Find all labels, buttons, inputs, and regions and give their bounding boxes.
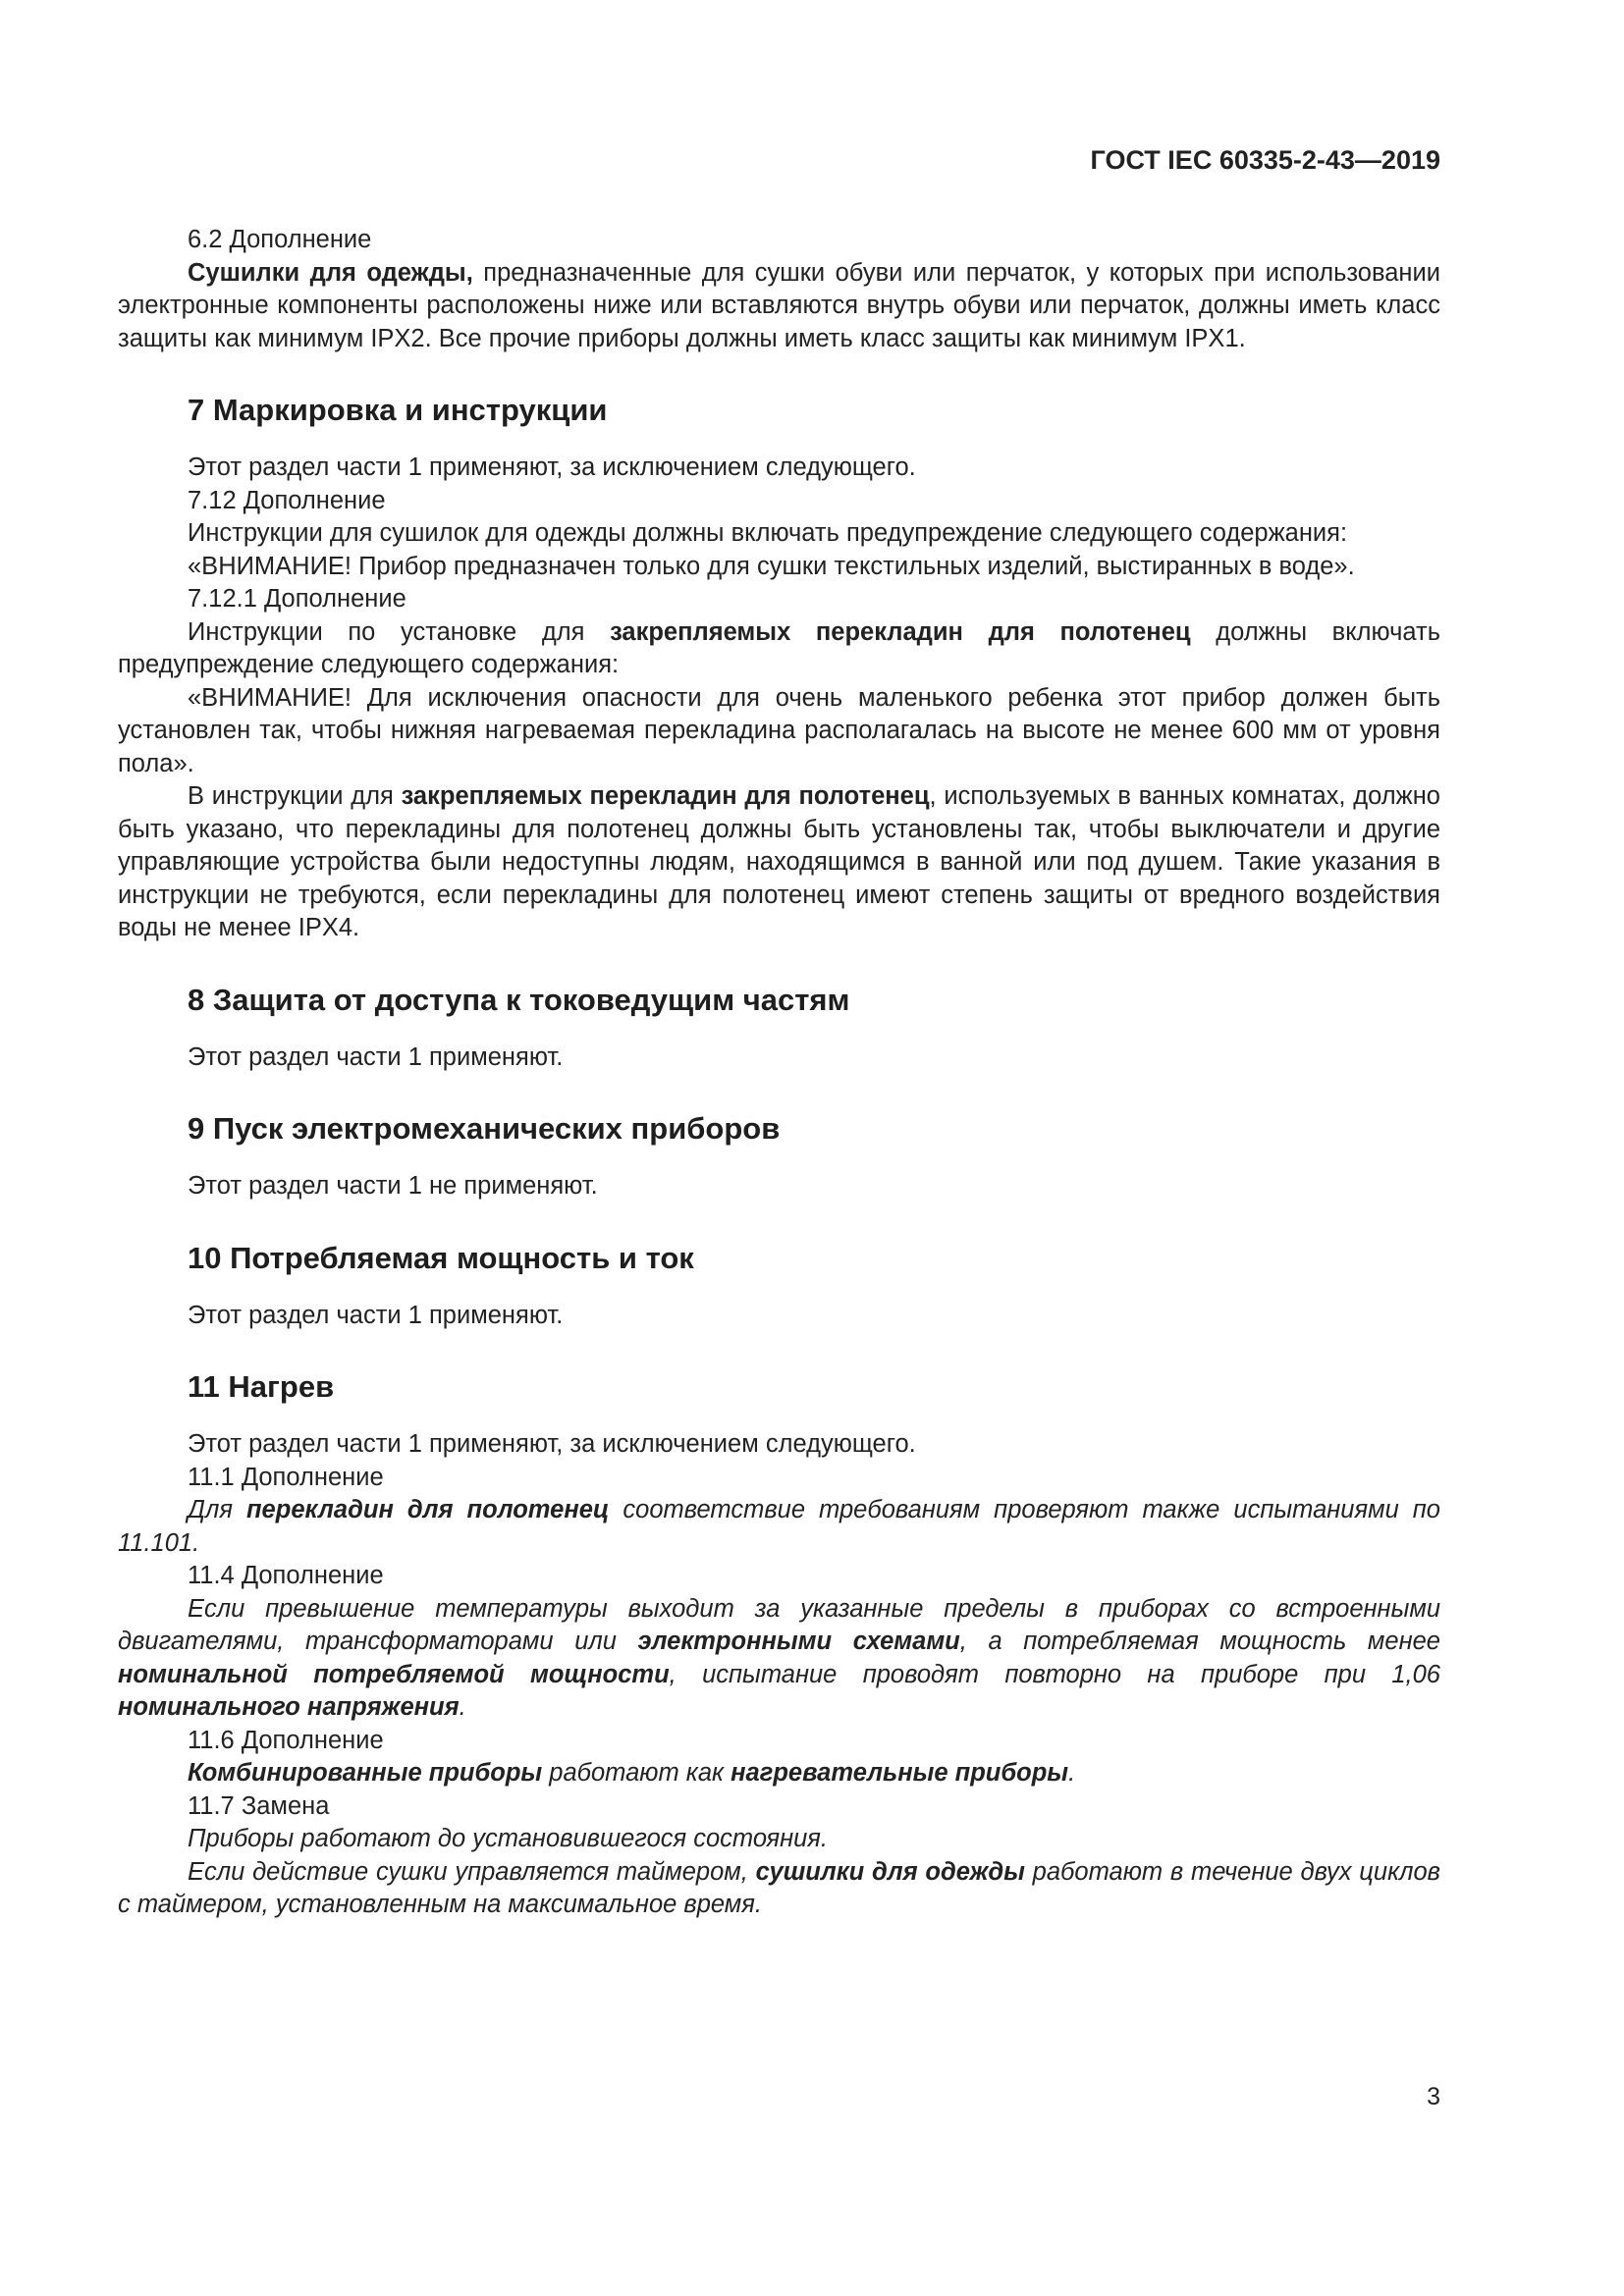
clause-11-1-text (118, 1494, 1440, 1560)
section-8-text: Этот раздел части 1 применяют. (188, 1042, 564, 1071)
clause-11-1-title: 11.1 Дополнение (188, 1463, 384, 1491)
clause-7-12-1-bathroom-text (118, 780, 1440, 945)
section-11-intro: Этот раздел части 1 применяют, за исключением следующего. (188, 1430, 916, 1458)
text-run: . (1068, 1759, 1076, 1787)
section-9-heading: 9 Пуск электромеханических приборов (188, 1111, 781, 1146)
text-run: соответствие требованиям проверяют также испытаниями по 11.101. (118, 1496, 1440, 1557)
clause-11-6-text (118, 1757, 1440, 1790)
section-7-heading: 7 Маркировка и инструкции (188, 393, 608, 427)
section-7-intro: Этот раздел части 1 применяют, за исключением следующего. (188, 454, 916, 481)
text-run: , испытание проводят повторно на приборе при 1,06 (669, 1660, 1440, 1688)
clause-7-12-1-text (118, 616, 1440, 682)
clause-6-2-body: предназначенные для сушки обуви или перчаток, у которых при использовании электронные компоненты расположены ниже или вставляются внутрь обуви или перчаток, должны иметь класс защиты как минимум IPX2. Все прочие приборы должны иметь класс защиты как минимум IPX1. (118, 258, 1440, 352)
term-rated-power-input: номинальной потребляемой мощности (118, 1660, 670, 1688)
document-code-header: ГОСТ IEC 60335-2-43—2019 (1090, 145, 1440, 175)
section-9-text: Этот раздел части 1 не применяют. (188, 1172, 598, 1200)
clause-7-12-title: 7.12 Дополнение (188, 486, 386, 514)
term-towel-rails: закрепляемых перекладин для полотенец (610, 617, 1191, 646)
clause-7-12-1-title: 7.12.1 Дополнение (188, 585, 406, 613)
clause-11-4-title: 11.4 Дополнение (188, 1562, 384, 1589)
text-run: , используемых в ванных комнатах, должно быть указано, что перекладины для полотенец должны быть установлены так, чтобы выключатели и другие управляющие устройства были недоступны людям, находящимся в ванной или под душем. Такие указания в инструкции не требуются, если перекладины для полотенец имеют степень защиты от вредного воздействия воды не менее IPX4. (118, 782, 1440, 941)
clause-11-7-text-a: Приборы работают до установившегося состояния. (188, 1825, 829, 1852)
term-electronic-circuits: электронными схемами (637, 1628, 960, 1655)
clause-7-12-1-warning: «ВНИМАНИЕ! Для исключения опасности для очень маленького ребенка этот прибор должен быть установлен так, чтобы нижняя нагреваемая перекладина располагалась на высоте не менее 600 мм от уровня пола». (118, 683, 1440, 777)
page-number: 3 (1427, 2083, 1440, 2110)
term-heating-appliances: нагревательные приборы (731, 1759, 1069, 1787)
term-towel-rails: закрепляемых перекладин для полотенец (401, 782, 930, 810)
section-8-heading: 8 Защита от доступа к токоведущим частям (188, 982, 850, 1017)
term-towel-rails: перекладин для полотенец (245, 1496, 610, 1523)
document-body (118, 224, 1440, 1922)
text-run: должны включать предупреждение следующего содержания: (118, 617, 1440, 678)
text-run: работают в течение двух циклов с таймером, установленным на максимальное время. (118, 1857, 1440, 1918)
clause-11-4-text (118, 1593, 1440, 1725)
term-combined-appliances: Комбинированные приборы (188, 1759, 543, 1787)
text-run: работают как (542, 1759, 731, 1787)
section-11-heading: 11 Нагрев (188, 1369, 335, 1404)
text-run: . (459, 1693, 466, 1721)
clause-7-12-text: Инструкции для сушилок для одежды должны включать предупреждение следующего содержания: (188, 519, 1348, 547)
text-run: Инструкции по установке для (188, 617, 611, 646)
clause-6-2-title: 6.2 Дополнение (188, 226, 372, 253)
clause-6-2-text (118, 257, 1440, 356)
term-rated-voltage: номинального напряжения (118, 1693, 460, 1721)
clause-11-7-text-b (118, 1856, 1440, 1922)
text-run: Если действие сушки управляется таймером, (188, 1857, 756, 1886)
term-clothes-dryers: Сушилки для одежды, (188, 258, 473, 287)
term-clothes-dryers: сушилки для одежды (755, 1857, 1025, 1886)
section-10-text: Этот раздел части 1 применяют. (188, 1301, 564, 1329)
clause-7-12-warning: «ВНИМАНИЕ! Прибор предназначен только для сушки текстильных изделий, выстиранных в воде». (188, 552, 1355, 580)
text-run: В инструкции для (188, 782, 402, 810)
text-run: , а потребляемая мощность менее (959, 1628, 1440, 1655)
text-run: Если превышение температуры выходит за указанные пределы в приборах со встроенными двигателями, трансформаторами или (118, 1594, 1440, 1655)
clause-11-6-title: 11.6 Дополнение (188, 1726, 384, 1754)
clause-11-7-title: 11.7 Замена (188, 1791, 330, 1820)
text-run: Для (188, 1496, 246, 1523)
section-10-heading: 10 Потребляемая мощность и ток (188, 1240, 694, 1275)
